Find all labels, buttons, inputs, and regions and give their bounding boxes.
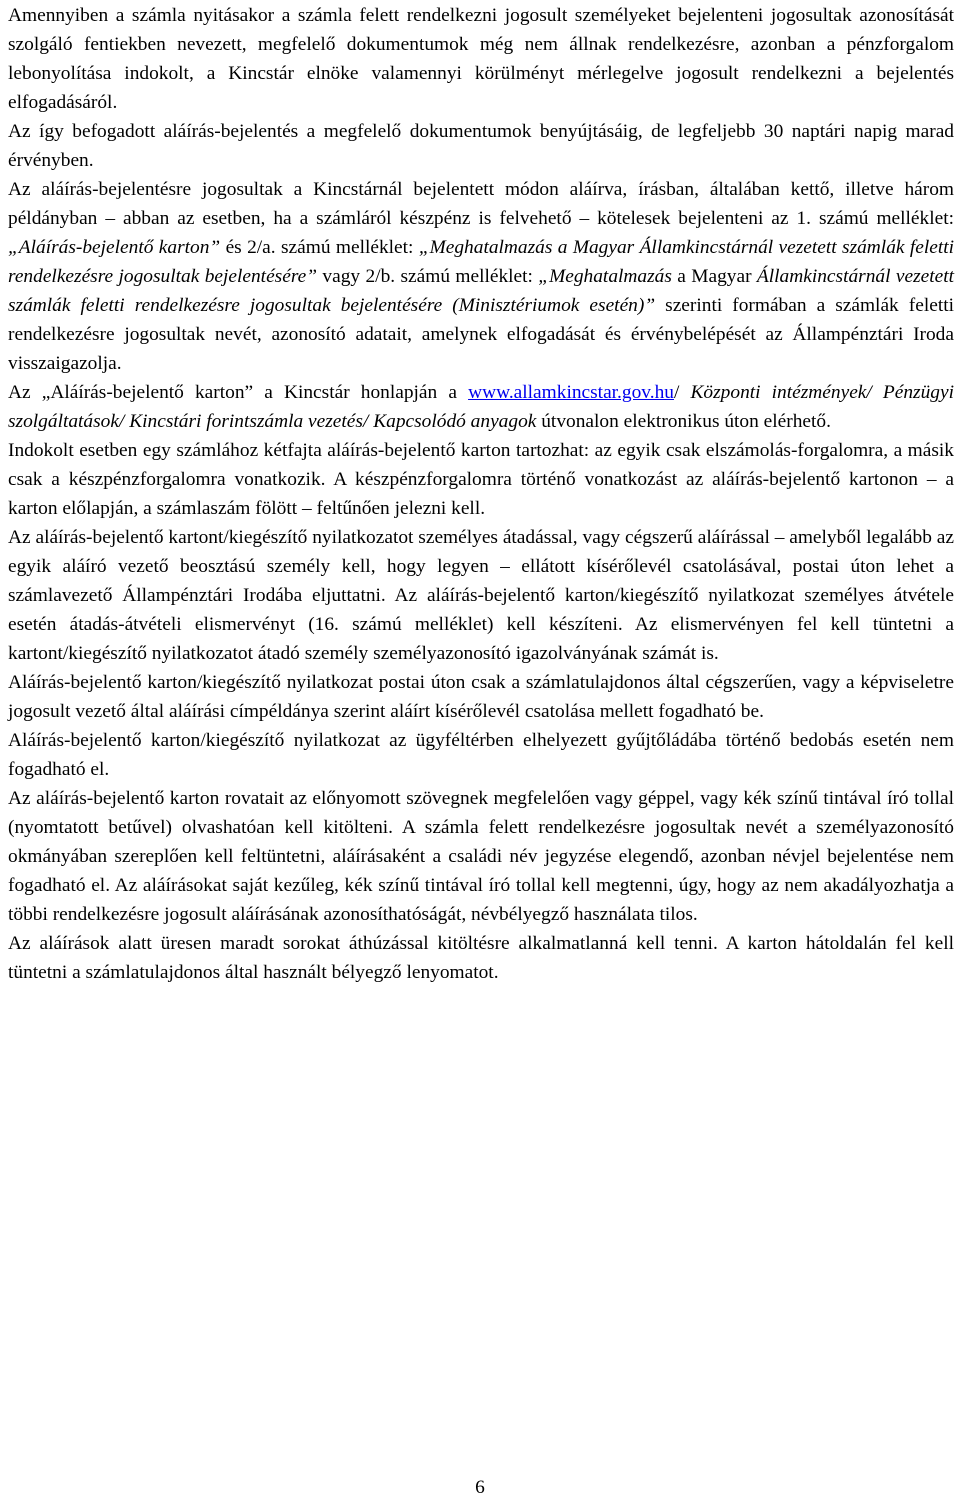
paragraph-two-karton-types [8,436,954,523]
italic-text: „Meghatalmazás a Magyar Államkincstárnál vezetett számlák feletti rendelkezésre jogosultak bejelentésére” [8,237,955,287]
paragraph-signature-notification [8,175,954,378]
paragraph-text: szerinti formában a számlák feletti rendelkezésre jogosultak nevét, azonosító adatait, amelynek elfogadását és érvénybelépését az Állampénztári Iroda visszaigazolja. [8,295,954,374]
paragraph-drop-box [8,726,954,784]
paragraph-karton-delivery [8,523,954,668]
italic-text: Államkincstárnál vezetett számlák feletti rendelkezésre jogosultak bejelentésére (Minisztériumok esetén)” [8,266,954,316]
paragraph-text: / [673,382,691,403]
page-number: 6 [475,1477,485,1498]
website-link[interactable]: www.allamkincstar.gov.hu [468,382,674,403]
paragraph-text: Amennyiben a számla nyitásakor a számla felett rendelkezni jogosult személyeket bejelenteni jogosultak azonosítását szolgáló fentiekben nevezett, megfelelő dokumentumok még nem állnak rendelkezésre, azonban a pénzforgalom lebonyolítása indokolt, a Kincstár elnöke valamennyi körülményt mérlegelve jogosult rendelkezni a bejelentés elfogadásáról. [8,5,954,113]
paragraph-text: Az aláírás-bejelentő karton rovatait az előnyomott szövegnek megfelelően vagy géppel, vagy kék színű tintával író tollal (nyomtatott betűvel) olvashatóan kell kitölteni. A számla felett rendelkezésre jogosultak nevét a személyazonosító okmányában szereplően kell feltüntetni, aláírásaként a családi név jegyzése elegendő, azonban névjel bejelentése nem fogadható el. Az aláírásokat saját kezűleg, kék színű tintával író tollal kell megtenni, úgy, hogy az nem akadályozhatja a többi rendelkezésre jogosult aláírásának azonosíthatóságát, névbélyegző használata tilos. [8,788,954,925]
paragraph-empty-rows [8,929,954,987]
italic-text: Központi intézmények/ Pénzügyi szolgáltatások/ Kincstári forintszámla vezetés/ Kapcsolódó anyagok [8,382,954,432]
paragraph-text: vagy 2/b. számú melléklet: [317,266,539,287]
paragraph-karton-availability [8,378,954,436]
italic-text: „Aláírás-bejelentő karton” [8,237,221,258]
paragraph-text: Az „Aláírás-bejelentő karton” a Kincstár honlapján a [8,382,469,403]
paragraph-postal-submission [8,668,954,726]
paragraph-text: a Magyar [671,266,757,287]
paragraph-provisional-acceptance [8,1,954,117]
paragraph-filling-rules [8,784,954,929]
paragraph-validity-period [8,117,954,175]
paragraph-text: és 2/a. számú melléklet: [220,237,419,258]
paragraph-text: Az aláírás-bejelentő kartont/kiegészítő nyilatkozatot személyes átadással, vagy cégszerű aláírással – amelyből legalább az egyik aláíró vezető beosztású személy kell, hogy legyen – ellátott kísérőlevél csatolásával, postai úton lehet a számlavezető Állampénztári Irodába eljuttatni. Az aláírás-bejelentő karton/kiegészítő nyilatkozat személyes átvétele esetén átadás-átvételi elismervényt (16. számú melléklet) kell készíteni. Az elismervényen fel kell tüntetni a kartont/kiegészítő nyilatkozatot átadó személy személyazonosító igazolványának számát is. [8,527,954,664]
paragraph-text: Az így befogadott aláírás-bejelentés a megfelelő dokumentumok benyújtásáig, de legfeljebb 30 naptári napig marad érvényben. [8,121,954,171]
paragraph-text: Az aláírás-bejelentésre jogosultak a Kincstárnál bejelentett módon aláírva, írásban, általában kettő, illetve három példányban – abban az esetben, ha a számláról készpénz is felvehető – kötelesek bejelenteni az 1. számú melléklet: [8,179,954,229]
paragraph-text: útvonalon elektronikus úton elérhető. [536,411,831,432]
paragraph-text: Az aláírások alatt üresen maradt sorokat áthúzással kitöltésre alkalmatlanná kell tenni. A karton hátoldalán fel kell tüntetni a számlatulajdonos által használt bélyegző lenyomatot. [8,933,954,983]
paragraph-text: Aláírás-bejelentő karton/kiegészítő nyilatkozat az ügyféltérben elhelyezett gyűjtőládába történő bedobás esetén nem fogadható el. [8,730,954,780]
paragraph-text: Indokolt esetben egy számlához kétfajta aláírás-bejelentő karton tartozhat: az egyik csak elszámolás-forgalomra, a másik csak a készpénzforgalomra vonatkozik. A készpénzforgalomra történő vonatkozást az aláírás-bejelentő kartonon – a karton előlapján, a számlaszám fölött – feltűnően jelezni kell. [8,440,954,519]
italic-text: „Meghatalmazás [538,266,672,287]
document-body [8,0,954,987]
paragraph-text: Aláírás-bejelentő karton/kiegészítő nyilatkozat postai úton csak a számlatulajdonos által cégszerűen, vagy a képviseletre jogosult vezető által aláírási címpéldánya szerint aláírt kísérőlevél csatolása mellett fogadható be. [8,672,954,722]
